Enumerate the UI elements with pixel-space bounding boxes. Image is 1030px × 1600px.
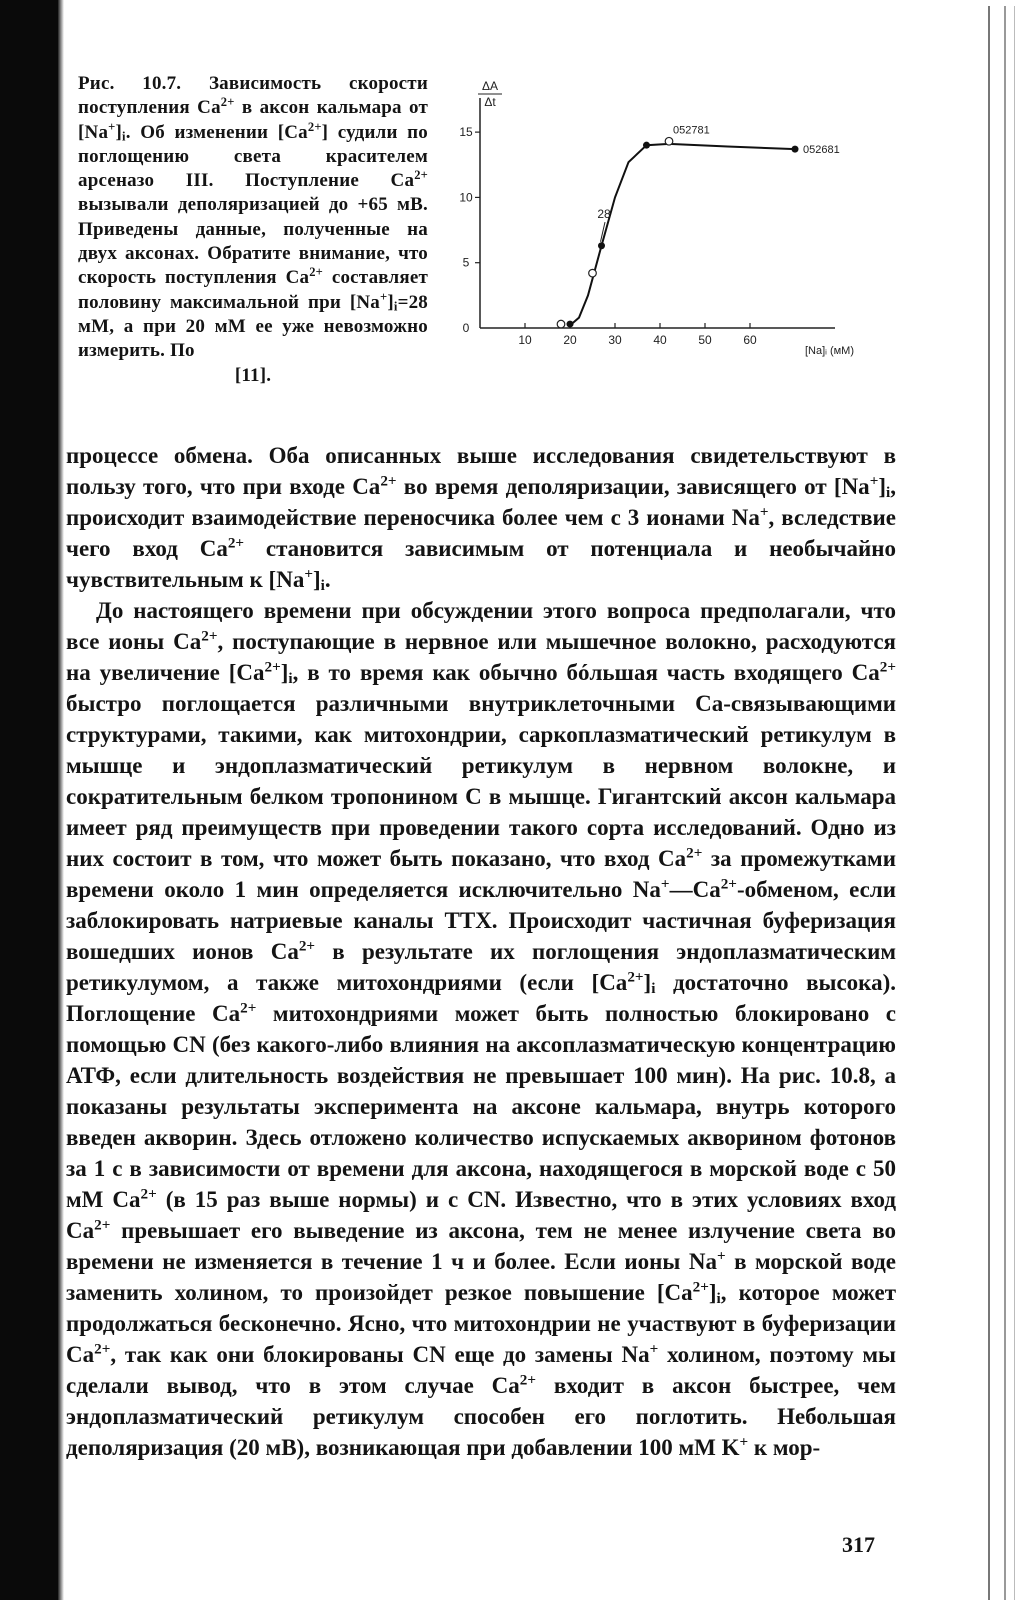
half-max-annotation: 28 bbox=[597, 207, 611, 222]
text-run: -обменом, если заблокировать натриевые каналы ТТХ. Происходит частичная буферизация вошедших ионов Ca bbox=[66, 877, 896, 964]
superscript: 2+ bbox=[879, 658, 897, 676]
y-tick-label: 10 bbox=[459, 190, 473, 205]
superscript: 2+ bbox=[298, 937, 316, 955]
text-run: , которое может продолжаться бесконечно. Ясно, что митохондрии не участвуют в буферизации Ca bbox=[66, 1280, 896, 1367]
superscript: 2+ bbox=[201, 627, 218, 645]
x-tick-label: 10 bbox=[518, 333, 532, 347]
x-tick-label: 20 bbox=[563, 333, 577, 347]
text-run: к мор- bbox=[748, 1435, 821, 1460]
caption-text: =28 мМ, а при 20 мМ ее уже невозможно измерить. По bbox=[78, 291, 428, 362]
text-run: ] bbox=[878, 474, 887, 499]
superscript: + bbox=[660, 875, 670, 893]
caption-sup: 2+ bbox=[309, 265, 324, 280]
scan-edge-line bbox=[1004, 6, 1006, 1600]
x-tick-label: 40 bbox=[653, 333, 667, 347]
scan-edge-line bbox=[1014, 6, 1015, 1600]
chart-svg bbox=[440, 76, 920, 386]
caption-sub: i bbox=[393, 299, 398, 314]
body-text bbox=[66, 440, 896, 1463]
y-tick-label: 15 bbox=[459, 125, 473, 140]
y-tick-label: 0 bbox=[462, 321, 470, 335]
data-point-filled bbox=[567, 321, 574, 328]
text-run: в морской воде заменить холином, то произойдет резкое повышение [Ca bbox=[66, 1249, 896, 1305]
superscript: 2+ bbox=[380, 472, 397, 490]
text-run: ] bbox=[280, 660, 289, 685]
data-point-open bbox=[589, 269, 597, 277]
superscript: 2+ bbox=[686, 844, 703, 862]
text-run: становится зависимым от потенциала и необычайно чувствительным к [Na bbox=[66, 536, 896, 592]
text-run: входит в аксон быстрее, чем эндоплазматический ретикулум способен его поглотить. Небольшая деполяризация (20 мВ), возникающая при добавлении 100 мМ K bbox=[66, 1373, 896, 1460]
superscript: + bbox=[649, 1340, 659, 1358]
superscript: + bbox=[716, 1247, 726, 1265]
scan-edge-line bbox=[988, 6, 990, 1600]
superscript: 2+ bbox=[627, 968, 644, 986]
paragraph bbox=[66, 440, 896, 595]
fit-curve bbox=[570, 144, 795, 326]
scan-edge-shadow bbox=[0, 0, 58, 1600]
caption-sup: 2+ bbox=[220, 95, 235, 110]
figure-caption bbox=[78, 72, 428, 388]
text-run: быстро поглощается различными внутриклеточными Ca-связывающими структурами, такими, как митохондрии, саркоплазматический ретикулум в мышце и эндоплазматический ретикулум в нервном волокне, и сократительным белком тропонином С в мышце. Гигантский аксон кальмара имеет ряд преимуществ при проведении такого сорта исследований. Одно из них состоит в том, что может быть показано, что вход Ca bbox=[66, 691, 896, 871]
subscript: i bbox=[320, 577, 325, 595]
text-run: превышает его выведение из аксона, тем не менее излучение света во времени не изменяется в течение 1 ч и более. Если ионы Na bbox=[66, 1218, 896, 1274]
data-point-open bbox=[557, 320, 565, 328]
superscript: 2+ bbox=[240, 999, 257, 1017]
text-run: , в то время как обычно бóльшая часть входящего Ca bbox=[292, 660, 880, 685]
x-axis-label: [Na]ᵢ (мМ) bbox=[805, 345, 855, 357]
text-run: ] bbox=[643, 970, 652, 995]
caption-text: в аксон кальмара от [Na bbox=[78, 97, 428, 143]
caption-text: вызывали деполяризацией до +65 мВ. Приведены данные, полученные на двух аксонах. Обратите внимание, что скорость поступления Ca bbox=[78, 194, 428, 289]
text-run: , происходит взаимодействие переносчика более чем с 3 ионами Na bbox=[66, 474, 896, 530]
x-tick-label: 50 bbox=[698, 333, 712, 347]
y-axis-label-numerator: ΔA bbox=[481, 79, 499, 93]
text-run: в результате их поглощения эндоплазматическим ретикулумом, а также митохондриями (если [Ca bbox=[66, 939, 896, 995]
data-point-filled bbox=[598, 242, 605, 249]
page-number: 317 bbox=[842, 1532, 875, 1557]
paragraph bbox=[66, 595, 896, 1463]
data-point-filled bbox=[792, 146, 799, 153]
x-tick-label: 60 bbox=[743, 333, 757, 347]
caption-text: ] bbox=[115, 121, 123, 143]
text-run: , вследствие чего вход Ca bbox=[66, 505, 896, 561]
text-run: ] bbox=[312, 567, 321, 592]
text-run: (в 15 раз выше нормы) и с CN. Известно, что в этих условиях вход Ca bbox=[66, 1187, 896, 1243]
caption-citation: [11]. bbox=[234, 364, 272, 386]
text-run: До настоящего времени при обсуждении этого вопроса предполагали, что все ионы Ca bbox=[66, 598, 896, 654]
superscript: 2+ bbox=[720, 875, 737, 893]
text-run: за промежутками времени около 1 мин определяется исключительно Na bbox=[66, 846, 896, 902]
text-run: процессе обмена. Оба описанных выше исследования свидетельствуют в пользу того, что при входе Ca bbox=[66, 443, 896, 499]
series-annotation: 052781 bbox=[673, 124, 710, 137]
caption-text: Зависимость скорости поступления Ca bbox=[78, 73, 428, 119]
figure-chart bbox=[440, 76, 920, 386]
data-point-open bbox=[665, 137, 673, 145]
text-run: ] bbox=[708, 1280, 717, 1305]
caption-text: составляет половину максимальной при [Na bbox=[78, 267, 428, 313]
superscript: 2+ bbox=[227, 534, 245, 552]
text-run: . bbox=[324, 567, 331, 592]
caption-text: ] bbox=[387, 291, 394, 313]
x-tick-label: 30 bbox=[608, 333, 622, 347]
caption-text: ] судили по поглощению света красителем арсеназо III. Поступление Ca bbox=[78, 121, 428, 192]
caption-sup: 2+ bbox=[414, 168, 428, 183]
text-run: , поступающие в нервное или мышечное волокно, расходуются на увеличение [Ca bbox=[66, 629, 896, 685]
text-run: , так как они блокированы CN еще до замены Na bbox=[110, 1342, 650, 1367]
data-point-filled bbox=[643, 142, 650, 149]
superscript: 2+ bbox=[519, 1371, 537, 1389]
text-run: митохондриями может быть полностью блокировано с помощью CN (без какого-либо влияния на аксоплазматическую концентрацию АТФ, если длительность воздействия не превышает 100 мин). На рис. 10.8, а показаны результаты эксперимента на аксоне кальмара, внутрь которого введен акворин. Здесь отложено количество испускаемых акворином фотонов за 1 с в зависимости от времени для аксона, находящегося в морской воде с 50 мМ Ca bbox=[66, 1001, 896, 1212]
y-axis-label-denominator: Δt bbox=[484, 95, 496, 109]
superscript: 2+ bbox=[264, 658, 281, 676]
text-run: достаточно высока). Поглощение Ca bbox=[66, 970, 896, 1026]
subscript: i bbox=[288, 670, 293, 688]
superscript: 2+ bbox=[94, 1340, 111, 1358]
figure-label: Рис. 10.7. bbox=[78, 73, 182, 94]
superscript: + bbox=[304, 565, 313, 583]
caption-sub: i bbox=[122, 129, 126, 144]
y-tick-label: 5 bbox=[462, 255, 470, 270]
caption-text: . Об изменении [Ca bbox=[125, 121, 308, 143]
caption-sup: + bbox=[380, 289, 388, 304]
subscript: i bbox=[886, 484, 891, 502]
subscript: i bbox=[651, 980, 656, 998]
subscript: i bbox=[716, 1290, 721, 1308]
superscript: + bbox=[739, 1433, 749, 1451]
text-run: холином, поэтому мы сделали вывод, что в этом случае Ca bbox=[66, 1342, 896, 1398]
superscript: + bbox=[759, 503, 769, 521]
caption-sup: 2+ bbox=[307, 119, 322, 134]
caption-sup: + bbox=[108, 119, 116, 134]
superscript: 2+ bbox=[94, 1216, 111, 1234]
series-annotation: 052681 bbox=[803, 144, 840, 157]
superscript: 2+ bbox=[692, 1278, 709, 1296]
text-run: —Ca bbox=[669, 877, 721, 902]
text-run: во время деполяризации, зависящего от [Na bbox=[396, 474, 870, 499]
superscript: 2+ bbox=[140, 1185, 157, 1203]
superscript: + bbox=[869, 472, 879, 490]
